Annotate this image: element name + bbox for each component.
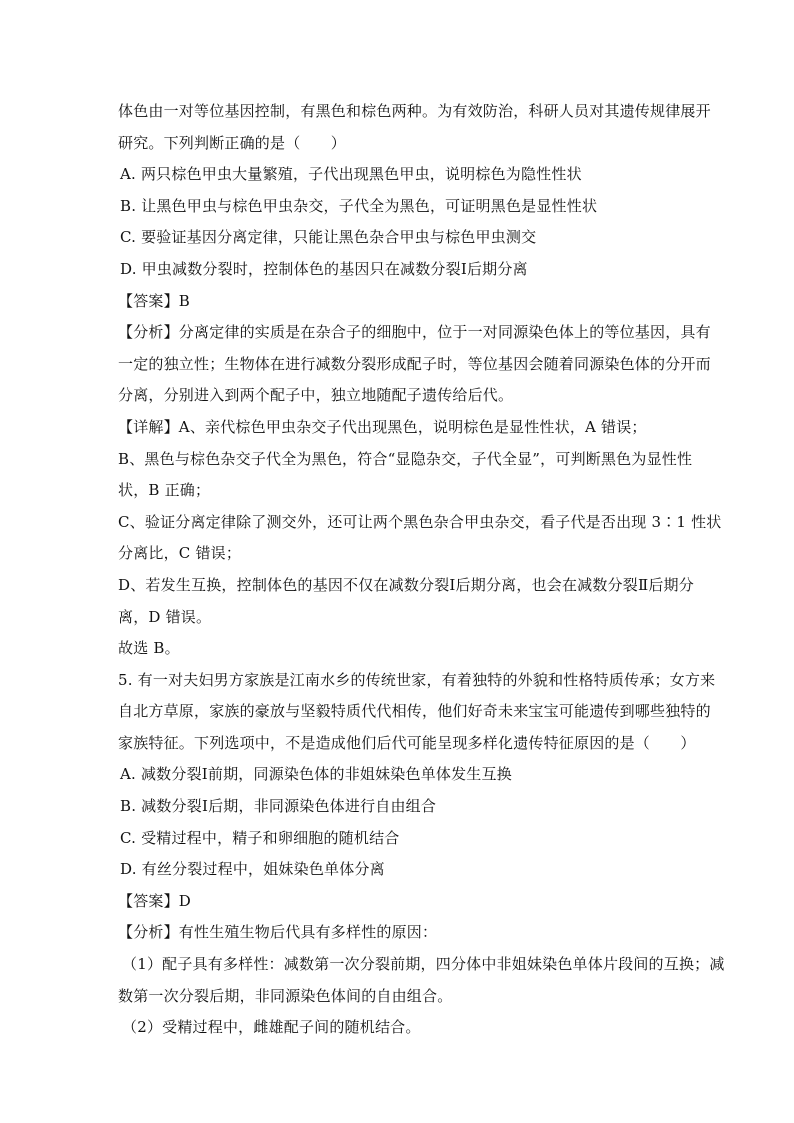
question-5-stem-line-1: 5. 有一对夫妇男方家族是江南水乡的传统世家，有着独特的外貌和性格特质传承；女方来 [118, 670, 716, 689]
document-page [118, 96, 725, 1044]
question-4-analysis-line-2: 一定的独立性；生物体在进行减数分裂形成配子时，等位基因会随着同源染色体的分开而 [118, 354, 711, 373]
question-5-option-b: B. 减数分裂Ⅰ后期，非同源染色体进行自由组合 [120, 797, 437, 816]
question-4-stem-line-2: 研究。下列判断正确的是（ ） [118, 133, 347, 152]
question-4-detail-line-1: 【详解】A、亲代棕色甲虫杂交子代出现黑色，说明棕色是显性性状，A 错误； [118, 417, 647, 436]
question-4-detail-line-6: D、若发生互换，控制体色的基因不仅在减数分裂Ⅰ后期分离，也会在减数分裂Ⅱ后期分 [118, 575, 694, 594]
question-4-stem-line-1: 体色由一对等位基因控制，有黑色和棕色两种。为有效防治，科研人员对其遗传规律展开 [118, 102, 711, 120]
question-4-detail-line-4: C、验证分离定律除了测交外，还可让两个黑色杂合甲虫杂交，看子代是否出现 3∶1 性状 [118, 512, 722, 531]
question-4-option-b: B. 让黑色甲虫与棕色甲虫杂交，子代全为黑色，可证明黑色是显性性状 [120, 196, 598, 215]
question-4-option-c: C. 要验证基因分离定律，只能让黑色杂合甲虫与棕色甲虫测交 [120, 228, 537, 247]
question-5-stem-line-3: 家族特征。下列选项中，不是造成他们后代可能呈现多样化遗传特征原因的是（ ） [118, 733, 696, 752]
question-5-answer: 【答案】D [118, 891, 192, 910]
question-5-analysis-line-2: （1）配子具有多样性：减数第一次分裂前期，四分体中非姐妹染色单体片段间的互换；减 [122, 955, 725, 974]
question-5-analysis-line-3: 数第一次分裂后期，非同源染色体间的自由组合。 [118, 986, 453, 1005]
question-4-answer: 【答案】B [118, 291, 191, 310]
question-4-analysis-line-1: 【分析】分离定律的实质是在杂合子的细胞中，位于一对同源染色体上的等位基因，具有 [118, 323, 711, 342]
question-4-analysis-line-3: 分离，分别进入到两个配子中，独立地随配子遗传给后代。 [118, 386, 514, 405]
question-5-analysis-line-4: （2）受精过程中，雌雄配子间的随机结合。 [122, 1018, 421, 1037]
question-5-stem-line-2: 自北方草原，家族的豪放与坚毅特质代代相传，他们好奇未来宝宝可能遗传到哪些独特的 [118, 702, 711, 721]
question-4-conclusion: 故选 B。 [118, 639, 180, 658]
question-4-detail-line-7: 离，D 错误。 [118, 607, 212, 626]
question-4-detail-line-2: B、黑色与棕色杂交子代全为黑色，符合“显隐杂交，子代全显”，可判断黑色为显性性 [118, 449, 693, 468]
question-4-detail-line-3: 状，B 正确； [118, 481, 211, 500]
question-4-detail-line-5: 分离比，C 错误； [118, 544, 242, 563]
question-5-option-c: C. 受精过程中，精子和卵细胞的随机结合 [120, 828, 400, 847]
question-4-option-d: D. 甲虫减数分裂时，控制体色的基因只在减数分裂Ⅰ后期分离 [120, 259, 528, 278]
question-5-analysis-line-1: 【分析】有性生殖生物后代具有多样性的原因： [118, 923, 438, 942]
question-5-option-a: A. 减数分裂Ⅰ前期，同源染色体的非姐妹染色单体发生互换 [120, 765, 512, 784]
question-4-option-a: A. 两只棕色甲虫大量繁殖，子代出现黑色甲虫，说明棕色为隐性性状 [120, 165, 582, 184]
question-5-option-d: D. 有丝分裂过程中，姐妹染色单体分离 [120, 860, 385, 879]
